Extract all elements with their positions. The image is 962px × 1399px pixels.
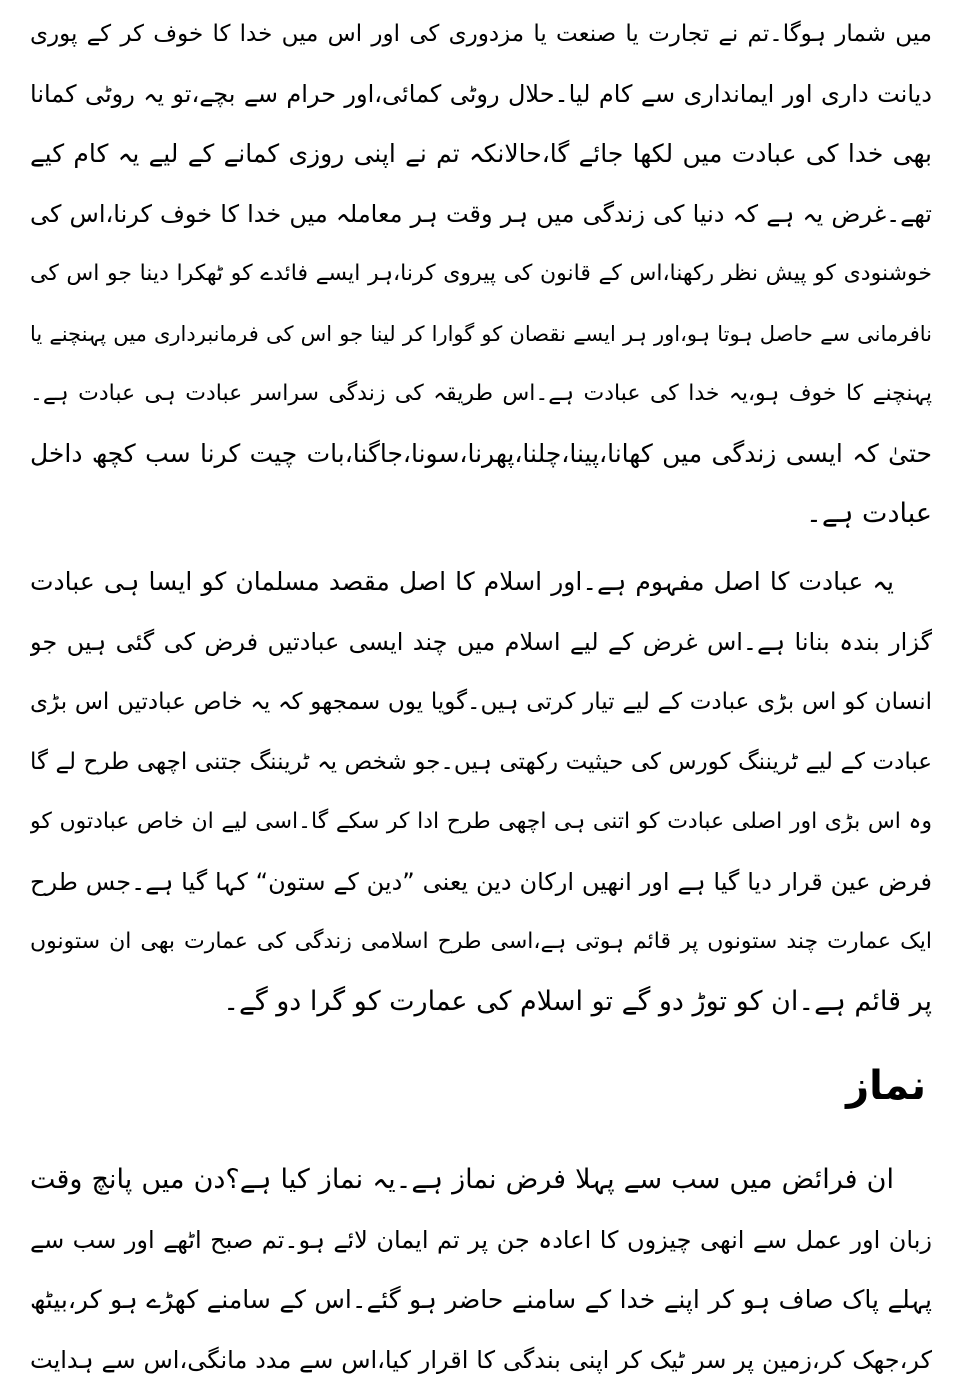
text-line: تھے۔غرض یہ ہے کہ دنیا کی زندگی میں ہر وقت ہر معاملہ میں خدا کا خوف کرنا،اس کی	[30, 200, 932, 228]
paragraph-ibadat-meaning	[30, 4, 932, 544]
text-line: زبان اور عمل سے انھی چیزوں کا اعادہ جن پر تم ایمان لائے ہو۔تم صبح اٹھے اور سب سے	[30, 1226, 932, 1254]
text-line: بھی خدا کی عبادت میں لکھا جائے گا،حالانکہ تم نے اپنی روزی کمانے کے لیے یہ کام کیے	[30, 139, 932, 168]
text-line: فرض عین قرار دیا گیا ہے اور انھیں ارکان دین یعنی ”دین کے ستون“ کہا گیا ہے۔جس طرح	[30, 868, 932, 896]
text-line: وہ اس بڑی اور اصلی عبادت کو اتنی ہی اچھی طرح ادا کر سکے گا۔اسی لیے ان خاص عبادتوں کو	[30, 809, 932, 834]
text-line: پہلے پاک صاف ہو کر اپنے خدا کے سامنے حاضر ہو گئے۔اس کے سامنے کھڑے ہو کر،بیٹھ	[30, 1285, 932, 1314]
text-line: یہ عبادت کا اصل مفہوم ہے۔اور اسلام کا اصل مقصد مسلمان کو ایسا ہی عبادت	[30, 567, 894, 596]
section-heading: نماز	[846, 1063, 926, 1109]
text-line: دیانت داری اور ایمانداری سے کام لیا۔حلال روٹی کمائی،اور حرام سے بچے،تو یہ روٹی کمانا	[30, 80, 932, 108]
text-line: عبادت کے لیے ٹریننگ کورس کی حیثیت رکھتی ہیں۔جو شخص یہ ٹریننگ جتنی اچھی طرح لے گا	[30, 749, 932, 775]
text-line: ان فرائض میں سب سے پہلا فرض نماز ہے۔یہ نماز کیا ہے؟دن میں پانچ وقت	[30, 1164, 894, 1195]
text-line: خوشنودی کو پیش نظر رکھنا،اس کے قانون کی پیروی کرنا،ہر ایسے فائدے کو ٹھکرا دینا جو اس کی	[30, 261, 932, 286]
text-line: میں شمار ہوگا۔تم نے تجارت یا صنعت یا مزدوری کی اور اس میں خدا کا خوف کر کے پوری	[30, 21, 932, 47]
text-line: عبادت ہے۔	[806, 498, 932, 529]
text-line: ایک عمارت چند ستونوں پر قائم ہوتی ہے،اسی طرح اسلامی زندگی کی عمارت بھی ان ستونوں	[30, 929, 932, 954]
text-line: پر قائم ہے۔ان کو توڑ دو گے تو اسلام کی عمارت کو گرا دو گے۔	[223, 986, 932, 1017]
text-line: نافرمانی سے حاصل ہوتا ہو،اور ہر ایسے نقصان کو گوارا کر لینا جو اس کی فرمانبرداری میں پہنچنے یا	[30, 322, 932, 346]
text-line: پہنچنے کا خوف ہو،یہ خدا کی عبادت ہے۔اس طریقہ کی زندگی سراسر عبادت ہی عبادت ہے۔	[30, 381, 932, 406]
text-line: گزار بندہ بنانا ہے۔اس غرض کے لیے اسلام میں چند ایسی عبادتیں فرض کی گئی ہیں جو	[30, 628, 932, 656]
text-line: کر،جھک کر،زمین پر سر ٹیک کر اپنی بندگی کا اقرار کیا،اس سے مدد مانگی،اس سے ہدایت	[30, 1346, 932, 1374]
text-line: حتیٰ کہ ایسی زندگی میں کھانا،پینا،چلنا،پھرنا،سونا،جاگنا،بات چیت کرنا سب کچھ داخل	[30, 439, 932, 468]
paragraph-namaz	[30, 1150, 932, 1390]
paragraph-arkan-e-deen	[30, 552, 932, 1032]
text-line: انسان کو اس بڑی عبادت کے لیے تیار کرتی ہیں۔گویا یوں سمجھو کہ یہ خاص عبادتیں اس بڑی	[30, 689, 932, 715]
